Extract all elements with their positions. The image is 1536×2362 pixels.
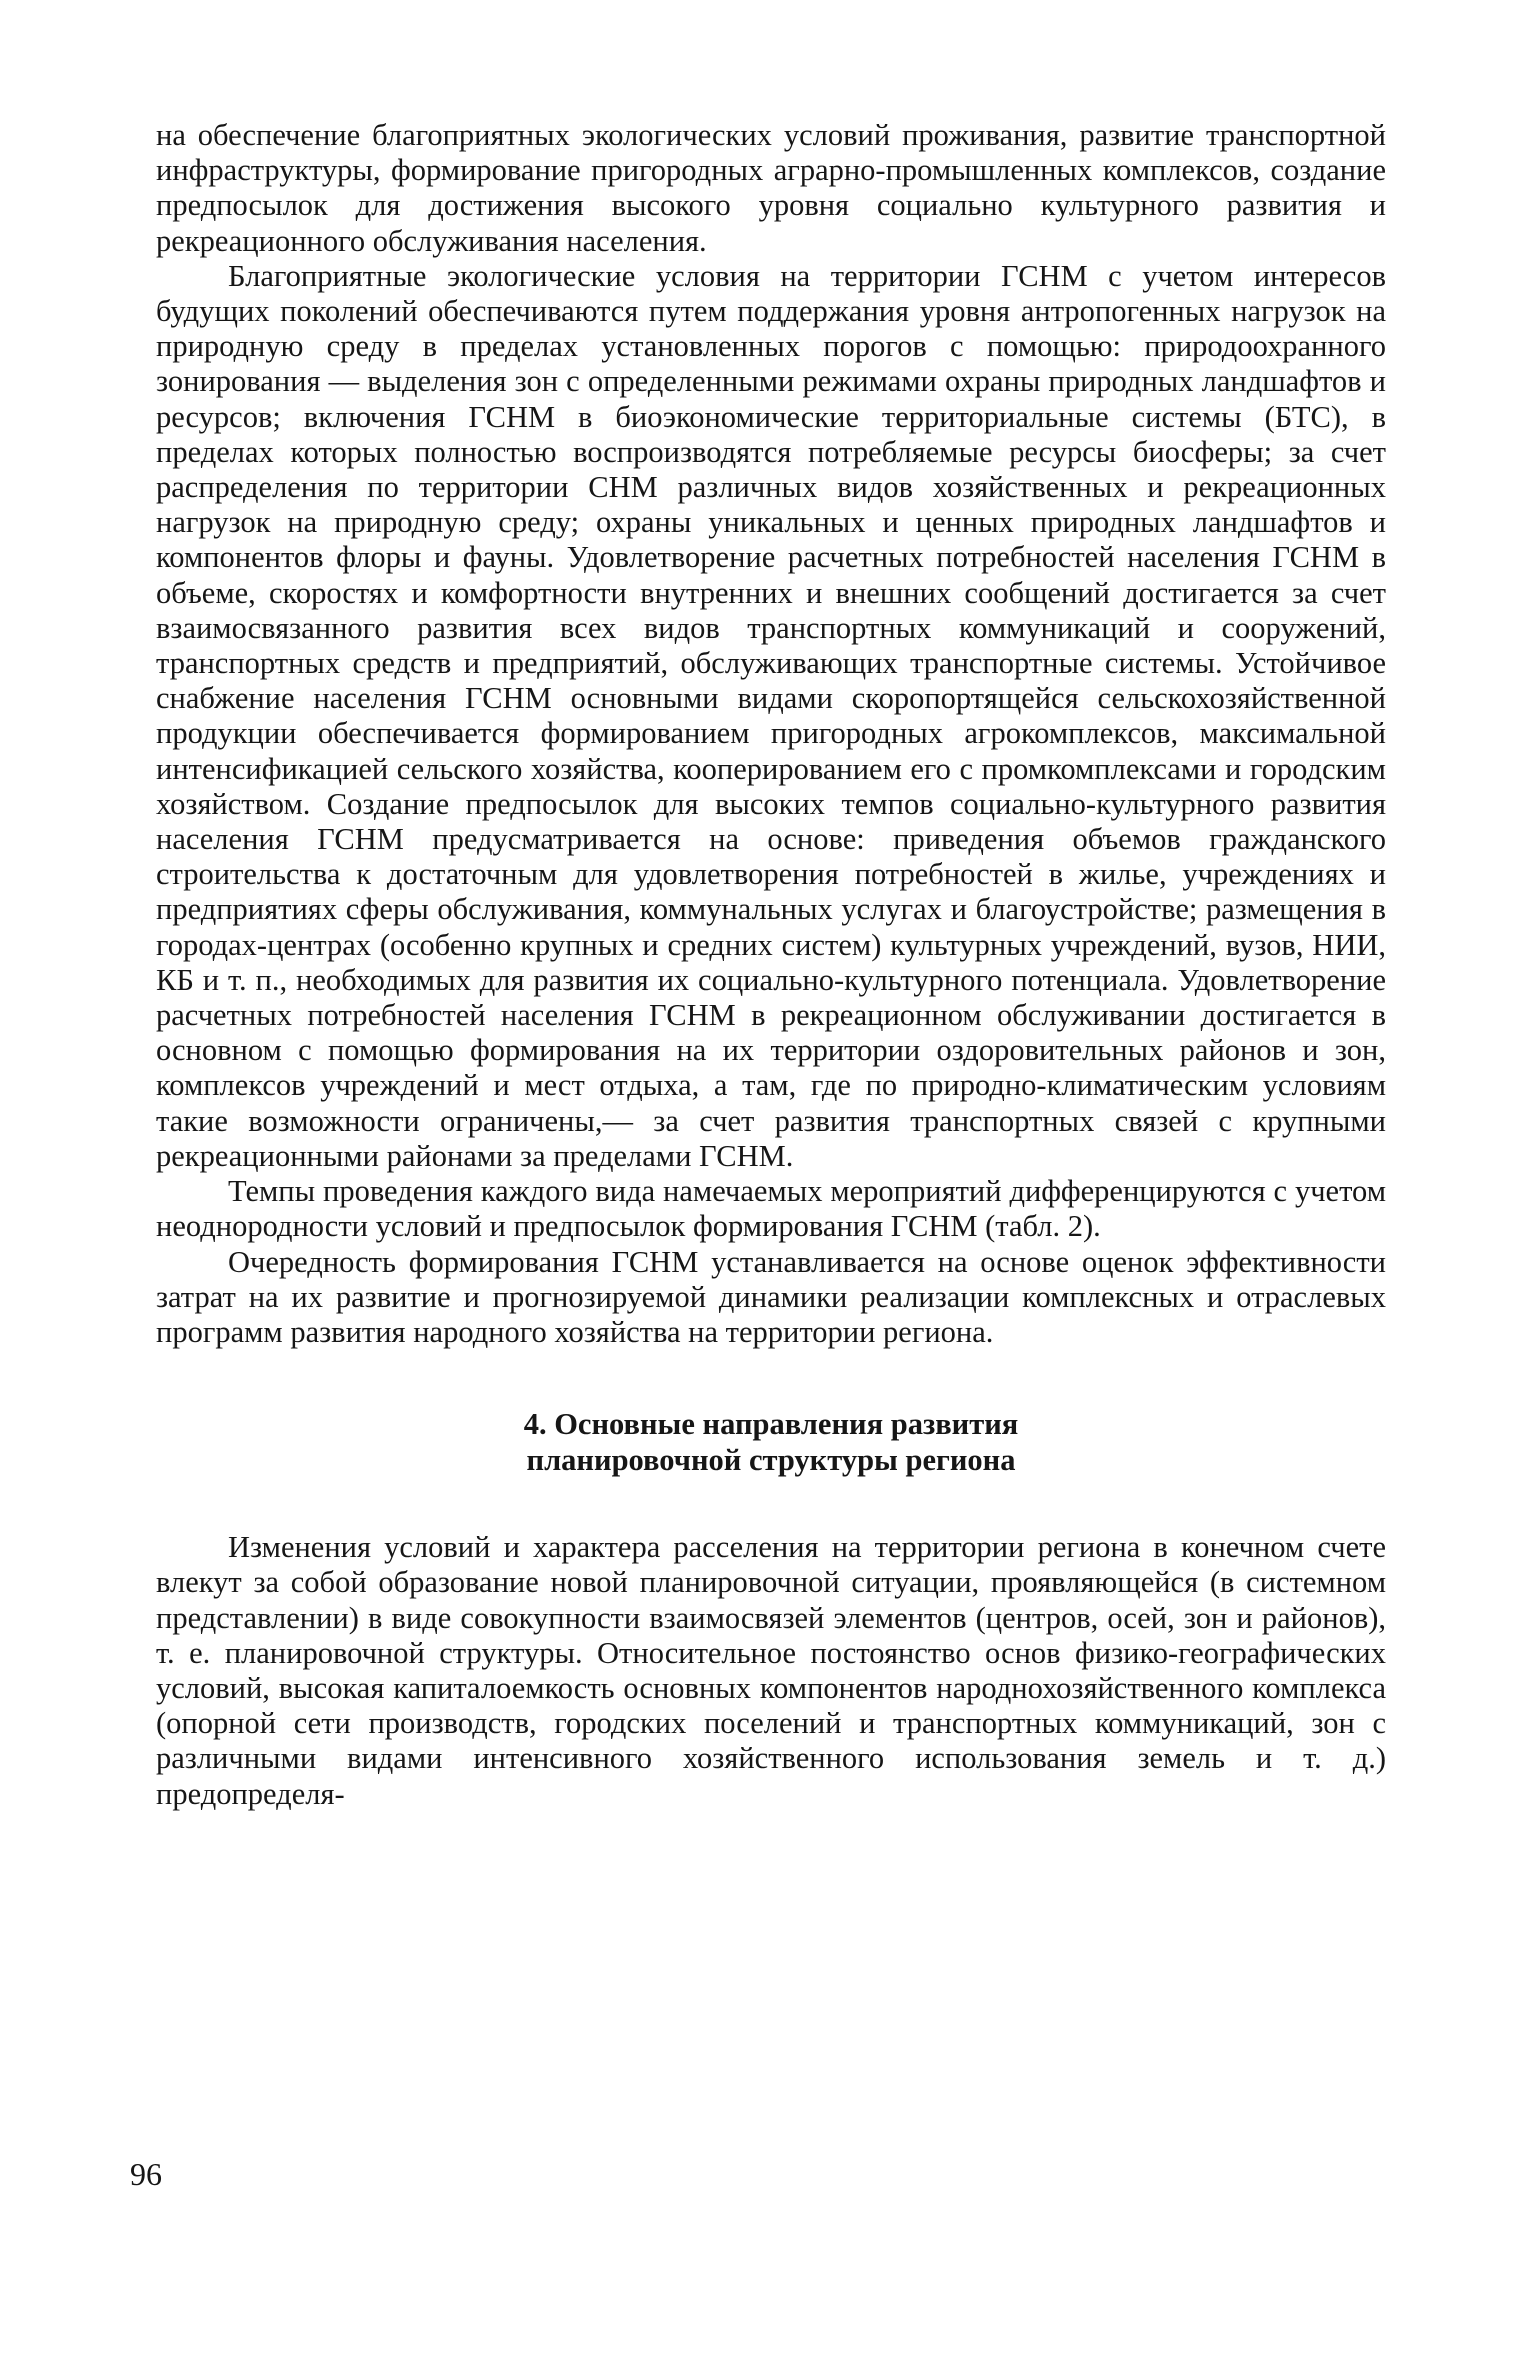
paragraph-2: Благоприятные экологические условия на территории ГСНМ с учетом интересов будущих поколений обеспечиваются путем поддержания уровня антропогенных нагрузок на природную среду в пределах установленных порогов с помощью: природоохранного зонирования — выделения зон с определенными режимами охраны природных ландшафтов и ресурсов; включения ГСНМ в биоэкономические территориальные системы (БТС), в пределах которых полностью воспроизводятся потребляемые ресурсы биосферы; за счет распределения по территории СНМ различных видов хозяйственных и рекреационных нагрузок на природную среду; охраны уникальных и ценных природных ландшафтов и компонентов флоры и фауны. Удовлетворение расчетных потребностей населения ГСНМ в объеме, скоростях и комфортности внутренних и внешних сообщений достигается за счет взаимосвязанного развития всех видов транспортных коммуникаций и сооружений, транспортных средств и предприятий, обслуживающих транспортные системы. Устойчивое снабжение населения ГСНМ основными видами скоропортящейся сельскохозяйственной продукции обеспечивается формированием пригородных агрокомплексов, максимальной интенсификацией сельского хозяйства, кооперированием его с промкомплексами и городским хозяйством. Создание предпосылок для высоких темпов социально-культурного развития населения ГСНМ предусматривается на основе: приведения объемов гражданского строительства к достаточным для удовлетворения потребностей в жилье, учреждениях и предприятиях сферы обслуживания, коммунальных услугах и благоустройстве; размещения в городах-центрах (особенно крупных и средних систем) культурных учреждений, вузов, НИИ, КБ и т. п., необходимых для развития их социально-культурного потенциала. Удовлетворение расчетных потребностей населения ГСНМ в рекреационном обслуживании достигается в основном с помощью формирования на их территории оздоровительных районов и зон, комплексов учреждений и мест отдыха, а там, где по природно-климатическим условиям такие возможности ограничены,— за счет развития транспортных связей с крупными рекреационными районами за пределами ГСНМ.	[156, 258, 1386, 1173]
section-heading-line-1: 4. Основные направления развития	[523, 1407, 1019, 1442]
paragraph-1: на обеспечение благоприятных экологических условий проживания, развитие транспортной инфраструктуры, формирование пригородных аграрно-промышленных комплексов, создание предпосылок для достижения высокого уровня социально культурного развития и рекреационного обслуживания населения.	[156, 118, 1386, 258]
section-heading-line-2: планировочной структуры региона	[526, 1443, 1016, 1478]
section-heading	[156, 1406, 1386, 1478]
page-body	[156, 118, 1386, 1812]
page-number: 96	[130, 2156, 162, 2192]
paragraph-3: Темпы проведения каждого вида намечаемых мероприятий дифференцируются с учетом неоднородности условий и предпосылок формирования ГСНМ (табл. 2).	[156, 1174, 1386, 1244]
paragraph-4: Очередность формирования ГСНМ устанавливается на основе оценок эффективности затрат на их развитие и прогнозируемой динамики реализации комплексных и отраслевых программ развития народного хозяйства на территории региона.	[156, 1244, 1386, 1349]
paragraph-5: Изменения условий и характера расселения на территории региона в конечном счете влекут за собой образование новой планировочной ситуации, проявляющейся (в системном представлении) в виде совокупности взаимосвязей элементов (центров, осей, зон и районов), т. е. планировочной структуры. Относительное постоянство основ физико-географических условий, высокая капиталоемкость основных компонентов народнохозяйственного комплекса (опорной сети производств, городских поселений и транспортных коммуникаций, зон с различными видами интенсивного хозяйственного использования земель и т. д.) предопределя-	[156, 1530, 1386, 1811]
